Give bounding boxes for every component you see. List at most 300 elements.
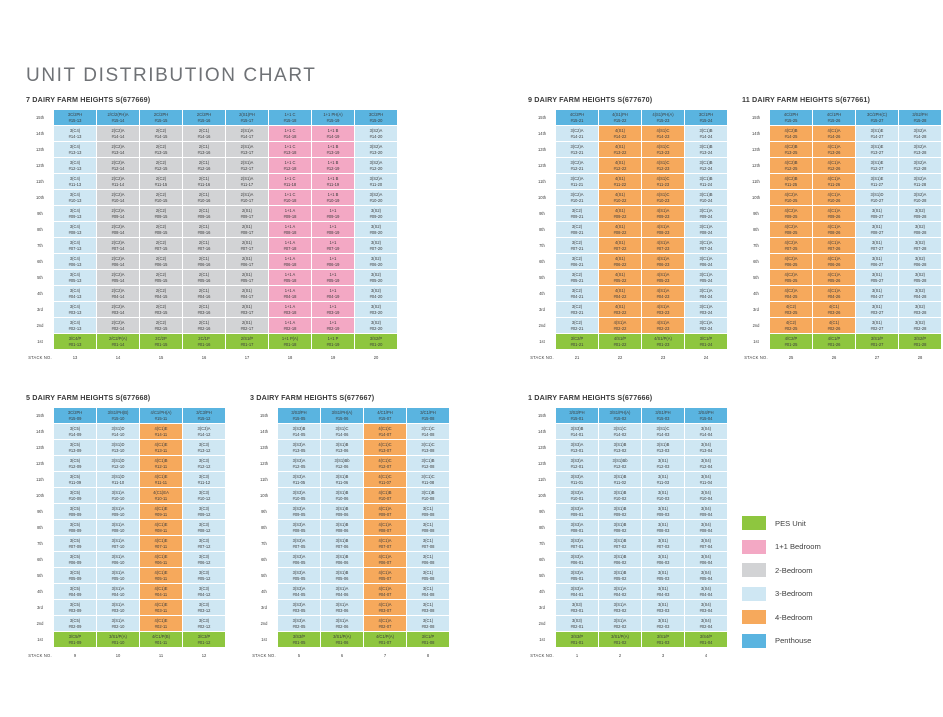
- unit-cell[interactable]: [899, 174, 942, 190]
- unit-cell[interactable]: [54, 632, 97, 648]
- unit-cell[interactable]: [278, 504, 321, 520]
- unit-cell[interactable]: [899, 222, 942, 238]
- unit-cell[interactable]: [599, 222, 642, 238]
- unit-cell[interactable]: [140, 408, 183, 424]
- unit-cell[interactable]: [599, 142, 642, 158]
- unit-cell[interactable]: [321, 472, 364, 488]
- unit-cell[interactable]: [278, 552, 321, 568]
- unit-cell[interactable]: [364, 488, 407, 504]
- unit-cell[interactable]: [97, 584, 140, 600]
- unit-cell[interactable]: [355, 270, 398, 286]
- unit-cell[interactable]: [642, 334, 685, 350]
- unit-cell[interactable]: [183, 110, 226, 126]
- unit-cell[interactable]: [140, 488, 183, 504]
- unit-cell[interactable]: [97, 174, 140, 190]
- unit-cell[interactable]: [685, 408, 728, 424]
- unit-cell[interactable]: [599, 286, 642, 302]
- unit-cell[interactable]: [321, 536, 364, 552]
- unit-cell[interactable]: [642, 238, 685, 254]
- unit-cell[interactable]: [183, 206, 226, 222]
- unit-cell[interactable]: [813, 286, 856, 302]
- unit-cell[interactable]: [269, 110, 312, 126]
- unit-cell[interactable]: [899, 142, 942, 158]
- unit-cell[interactable]: [642, 158, 685, 174]
- unit-cell[interactable]: [312, 318, 355, 334]
- unit-cell[interactable]: [183, 504, 226, 520]
- unit-cell[interactable]: [407, 584, 450, 600]
- unit-cell[interactable]: [856, 254, 899, 270]
- unit-cell[interactable]: [97, 158, 140, 174]
- unit-cell[interactable]: [642, 270, 685, 286]
- unit-cell[interactable]: [226, 238, 269, 254]
- unit-cell[interactable]: [685, 632, 728, 648]
- unit-cell[interactable]: [312, 174, 355, 190]
- unit-cell[interactable]: [355, 174, 398, 190]
- unit-cell[interactable]: [556, 568, 599, 584]
- unit-cell[interactable]: [312, 238, 355, 254]
- unit-cell[interactable]: [685, 318, 728, 334]
- unit-cell[interactable]: [54, 190, 97, 206]
- unit-cell[interactable]: [899, 158, 942, 174]
- unit-cell[interactable]: [54, 568, 97, 584]
- unit-cell[interactable]: [770, 174, 813, 190]
- unit-cell[interactable]: [278, 472, 321, 488]
- unit-cell[interactable]: [556, 318, 599, 334]
- unit-cell[interactable]: [140, 206, 183, 222]
- unit-cell[interactable]: [642, 286, 685, 302]
- unit-cell[interactable]: [856, 142, 899, 158]
- unit-cell[interactable]: [97, 334, 140, 350]
- unit-cell[interactable]: [355, 302, 398, 318]
- unit-cell[interactable]: [556, 456, 599, 472]
- unit-cell[interactable]: [140, 190, 183, 206]
- unit-cell[interactable]: [556, 174, 599, 190]
- unit-cell[interactable]: [321, 600, 364, 616]
- unit-cell[interactable]: [364, 552, 407, 568]
- unit-cell[interactable]: [642, 408, 685, 424]
- unit-cell[interactable]: [813, 142, 856, 158]
- unit-cell[interactable]: [599, 584, 642, 600]
- unit-cell[interactable]: [183, 488, 226, 504]
- unit-cell[interactable]: [770, 318, 813, 334]
- unit-cell[interactable]: [355, 286, 398, 302]
- unit-cell[interactable]: [813, 222, 856, 238]
- unit-cell[interactable]: [364, 568, 407, 584]
- unit-cell[interactable]: [321, 520, 364, 536]
- unit-cell[interactable]: [599, 110, 642, 126]
- unit-cell[interactable]: [813, 174, 856, 190]
- unit-cell[interactable]: [685, 424, 728, 440]
- unit-cell[interactable]: [54, 488, 97, 504]
- unit-cell[interactable]: [226, 334, 269, 350]
- unit-cell[interactable]: [813, 110, 856, 126]
- unit-cell[interactable]: [183, 238, 226, 254]
- unit-cell[interactable]: [355, 126, 398, 142]
- unit-cell[interactable]: [599, 206, 642, 222]
- unit-cell[interactable]: [813, 318, 856, 334]
- unit-cell[interactable]: [899, 334, 942, 350]
- unit-cell[interactable]: [642, 600, 685, 616]
- unit-cell[interactable]: [599, 126, 642, 142]
- unit-cell[interactable]: [599, 254, 642, 270]
- unit-cell[interactable]: [364, 632, 407, 648]
- unit-cell[interactable]: [54, 238, 97, 254]
- unit-cell[interactable]: [642, 504, 685, 520]
- unit-cell[interactable]: [97, 302, 140, 318]
- unit-cell[interactable]: [556, 190, 599, 206]
- unit-cell[interactable]: [856, 302, 899, 318]
- unit-cell[interactable]: [770, 110, 813, 126]
- unit-cell[interactable]: [226, 254, 269, 270]
- unit-cell[interactable]: [556, 142, 599, 158]
- unit-cell[interactable]: [140, 552, 183, 568]
- unit-cell[interactable]: [140, 568, 183, 584]
- unit-cell[interactable]: [407, 552, 450, 568]
- unit-cell[interactable]: [355, 238, 398, 254]
- unit-cell[interactable]: [642, 520, 685, 536]
- unit-cell[interactable]: [54, 552, 97, 568]
- unit-cell[interactable]: [97, 254, 140, 270]
- unit-cell[interactable]: [685, 520, 728, 536]
- unit-cell[interactable]: [226, 142, 269, 158]
- unit-cell[interactable]: [599, 456, 642, 472]
- unit-cell[interactable]: [140, 302, 183, 318]
- unit-cell[interactable]: [856, 270, 899, 286]
- unit-cell[interactable]: [183, 536, 226, 552]
- unit-cell[interactable]: [183, 616, 226, 632]
- unit-cell[interactable]: [685, 504, 728, 520]
- unit-cell[interactable]: [813, 254, 856, 270]
- unit-cell[interactable]: [556, 616, 599, 632]
- unit-cell[interactable]: [642, 142, 685, 158]
- unit-cell[interactable]: [183, 158, 226, 174]
- unit-cell[interactable]: [97, 238, 140, 254]
- unit-cell[interactable]: [599, 158, 642, 174]
- unit-cell[interactable]: [407, 600, 450, 616]
- unit-cell[interactable]: [556, 334, 599, 350]
- unit-cell[interactable]: [140, 270, 183, 286]
- unit-cell[interactable]: [899, 110, 942, 126]
- unit-cell[interactable]: [97, 520, 140, 536]
- unit-cell[interactable]: [556, 126, 599, 142]
- unit-cell[interactable]: [355, 318, 398, 334]
- unit-cell[interactable]: [226, 206, 269, 222]
- unit-cell[interactable]: [278, 536, 321, 552]
- unit-cell[interactable]: [140, 616, 183, 632]
- unit-cell[interactable]: [183, 584, 226, 600]
- unit-cell[interactable]: [54, 456, 97, 472]
- unit-cell[interactable]: [770, 158, 813, 174]
- unit-cell[interactable]: [364, 424, 407, 440]
- unit-cell[interactable]: [140, 110, 183, 126]
- unit-cell[interactable]: [813, 158, 856, 174]
- unit-cell[interactable]: [556, 584, 599, 600]
- unit-cell[interactable]: [312, 142, 355, 158]
- unit-cell[interactable]: [97, 222, 140, 238]
- unit-cell[interactable]: [642, 206, 685, 222]
- unit-cell[interactable]: [642, 552, 685, 568]
- unit-cell[interactable]: [556, 504, 599, 520]
- unit-cell[interactable]: [321, 424, 364, 440]
- unit-cell[interactable]: [813, 126, 856, 142]
- unit-cell[interactable]: [54, 536, 97, 552]
- unit-cell[interactable]: [364, 584, 407, 600]
- unit-cell[interactable]: [278, 424, 321, 440]
- unit-cell[interactable]: [899, 238, 942, 254]
- unit-cell[interactable]: [54, 254, 97, 270]
- unit-cell[interactable]: [770, 254, 813, 270]
- unit-cell[interactable]: [599, 616, 642, 632]
- unit-cell[interactable]: [355, 190, 398, 206]
- unit-cell[interactable]: [770, 334, 813, 350]
- unit-cell[interactable]: [97, 206, 140, 222]
- unit-cell[interactable]: [97, 616, 140, 632]
- unit-cell[interactable]: [269, 238, 312, 254]
- unit-cell[interactable]: [140, 254, 183, 270]
- unit-cell[interactable]: [54, 334, 97, 350]
- unit-cell[interactable]: [183, 408, 226, 424]
- unit-cell[interactable]: [321, 616, 364, 632]
- unit-cell[interactable]: [856, 286, 899, 302]
- unit-cell[interactable]: [642, 126, 685, 142]
- unit-cell[interactable]: [685, 600, 728, 616]
- unit-cell[interactable]: [54, 286, 97, 302]
- unit-cell[interactable]: [140, 600, 183, 616]
- unit-cell[interactable]: [685, 552, 728, 568]
- unit-cell[interactable]: [599, 238, 642, 254]
- unit-cell[interactable]: [599, 520, 642, 536]
- unit-cell[interactable]: [856, 174, 899, 190]
- unit-cell[interactable]: [407, 472, 450, 488]
- unit-cell[interactable]: [97, 408, 140, 424]
- unit-cell[interactable]: [226, 270, 269, 286]
- unit-cell[interactable]: [312, 190, 355, 206]
- unit-cell[interactable]: [312, 302, 355, 318]
- unit-cell[interactable]: [599, 488, 642, 504]
- unit-cell[interactable]: [278, 408, 321, 424]
- unit-cell[interactable]: [183, 600, 226, 616]
- unit-cell[interactable]: [54, 270, 97, 286]
- unit-cell[interactable]: [278, 568, 321, 584]
- unit-cell[interactable]: [140, 584, 183, 600]
- unit-cell[interactable]: [97, 126, 140, 142]
- unit-cell[interactable]: [599, 174, 642, 190]
- unit-cell[interactable]: [770, 302, 813, 318]
- unit-cell[interactable]: [813, 190, 856, 206]
- unit-cell[interactable]: [642, 318, 685, 334]
- unit-cell[interactable]: [183, 632, 226, 648]
- unit-cell[interactable]: [54, 302, 97, 318]
- unit-cell[interactable]: [642, 222, 685, 238]
- unit-cell[interactable]: [813, 270, 856, 286]
- unit-cell[interactable]: [140, 504, 183, 520]
- unit-cell[interactable]: [556, 238, 599, 254]
- unit-cell[interactable]: [269, 334, 312, 350]
- unit-cell[interactable]: [226, 318, 269, 334]
- unit-cell[interactable]: [183, 424, 226, 440]
- unit-cell[interactable]: [97, 270, 140, 286]
- unit-cell[interactable]: [770, 286, 813, 302]
- unit-cell[interactable]: [183, 270, 226, 286]
- unit-cell[interactable]: [54, 504, 97, 520]
- unit-cell[interactable]: [226, 222, 269, 238]
- unit-cell[interactable]: [54, 424, 97, 440]
- unit-cell[interactable]: [642, 174, 685, 190]
- unit-cell[interactable]: [364, 440, 407, 456]
- unit-cell[interactable]: [54, 408, 97, 424]
- unit-cell[interactable]: [140, 456, 183, 472]
- unit-cell[interactable]: [899, 286, 942, 302]
- unit-cell[interactable]: [856, 126, 899, 142]
- unit-cell[interactable]: [685, 440, 728, 456]
- unit-cell[interactable]: [140, 424, 183, 440]
- unit-cell[interactable]: [899, 190, 942, 206]
- unit-cell[interactable]: [685, 616, 728, 632]
- unit-cell[interactable]: [269, 318, 312, 334]
- unit-cell[interactable]: [140, 142, 183, 158]
- unit-cell[interactable]: [97, 472, 140, 488]
- unit-cell[interactable]: [685, 568, 728, 584]
- unit-cell[interactable]: [899, 270, 942, 286]
- unit-cell[interactable]: [54, 174, 97, 190]
- unit-cell[interactable]: [599, 318, 642, 334]
- unit-cell[interactable]: [556, 286, 599, 302]
- unit-cell[interactable]: [770, 190, 813, 206]
- unit-cell[interactable]: [54, 158, 97, 174]
- unit-cell[interactable]: [183, 456, 226, 472]
- unit-cell[interactable]: [856, 110, 899, 126]
- unit-cell[interactable]: [556, 254, 599, 270]
- unit-cell[interactable]: [364, 504, 407, 520]
- unit-cell[interactable]: [685, 456, 728, 472]
- unit-cell[interactable]: [856, 222, 899, 238]
- unit-cell[interactable]: [599, 440, 642, 456]
- unit-cell[interactable]: [226, 126, 269, 142]
- unit-cell[interactable]: [770, 270, 813, 286]
- unit-cell[interactable]: [556, 302, 599, 318]
- unit-cell[interactable]: [407, 424, 450, 440]
- unit-cell[interactable]: [321, 440, 364, 456]
- unit-cell[interactable]: [813, 302, 856, 318]
- unit-cell[interactable]: [140, 520, 183, 536]
- unit-cell[interactable]: [321, 552, 364, 568]
- unit-cell[interactable]: [97, 190, 140, 206]
- unit-cell[interactable]: [407, 440, 450, 456]
- unit-cell[interactable]: [183, 126, 226, 142]
- unit-cell[interactable]: [183, 174, 226, 190]
- unit-cell[interactable]: [599, 600, 642, 616]
- unit-cell[interactable]: [183, 318, 226, 334]
- unit-cell[interactable]: [899, 302, 942, 318]
- unit-cell[interactable]: [312, 334, 355, 350]
- unit-cell[interactable]: [278, 440, 321, 456]
- unit-cell[interactable]: [97, 318, 140, 334]
- unit-cell[interactable]: [770, 222, 813, 238]
- unit-cell[interactable]: [97, 456, 140, 472]
- unit-cell[interactable]: [355, 206, 398, 222]
- unit-cell[interactable]: [226, 302, 269, 318]
- unit-cell[interactable]: [312, 286, 355, 302]
- unit-cell[interactable]: [321, 488, 364, 504]
- unit-cell[interactable]: [685, 536, 728, 552]
- unit-cell[interactable]: [556, 600, 599, 616]
- unit-cell[interactable]: [278, 456, 321, 472]
- unit-cell[interactable]: [407, 408, 450, 424]
- unit-cell[interactable]: [364, 536, 407, 552]
- unit-cell[interactable]: [856, 206, 899, 222]
- unit-cell[interactable]: [321, 504, 364, 520]
- unit-cell[interactable]: [278, 616, 321, 632]
- unit-cell[interactable]: [269, 126, 312, 142]
- unit-cell[interactable]: [140, 286, 183, 302]
- unit-cell[interactable]: [556, 206, 599, 222]
- unit-cell[interactable]: [97, 632, 140, 648]
- unit-cell[interactable]: [685, 142, 728, 158]
- unit-cell[interactable]: [140, 440, 183, 456]
- unit-cell[interactable]: [556, 408, 599, 424]
- unit-cell[interactable]: [770, 238, 813, 254]
- unit-cell[interactable]: [312, 222, 355, 238]
- unit-cell[interactable]: [140, 334, 183, 350]
- unit-cell[interactable]: [685, 270, 728, 286]
- unit-cell[interactable]: [813, 334, 856, 350]
- unit-cell[interactable]: [599, 270, 642, 286]
- unit-cell[interactable]: [54, 206, 97, 222]
- unit-cell[interactable]: [642, 424, 685, 440]
- unit-cell[interactable]: [183, 254, 226, 270]
- unit-cell[interactable]: [321, 632, 364, 648]
- unit-cell[interactable]: [642, 568, 685, 584]
- unit-cell[interactable]: [54, 318, 97, 334]
- unit-cell[interactable]: [556, 520, 599, 536]
- unit-cell[interactable]: [685, 488, 728, 504]
- unit-cell[interactable]: [140, 318, 183, 334]
- unit-cell[interactable]: [312, 158, 355, 174]
- unit-cell[interactable]: [556, 424, 599, 440]
- unit-cell[interactable]: [685, 334, 728, 350]
- unit-cell[interactable]: [97, 504, 140, 520]
- unit-cell[interactable]: [599, 568, 642, 584]
- unit-cell[interactable]: [97, 142, 140, 158]
- unit-cell[interactable]: [599, 504, 642, 520]
- unit-cell[interactable]: [685, 110, 728, 126]
- unit-cell[interactable]: [599, 552, 642, 568]
- unit-cell[interactable]: [364, 456, 407, 472]
- unit-cell[interactable]: [269, 142, 312, 158]
- unit-cell[interactable]: [642, 616, 685, 632]
- unit-cell[interactable]: [556, 536, 599, 552]
- unit-cell[interactable]: [642, 456, 685, 472]
- unit-cell[interactable]: [407, 456, 450, 472]
- unit-cell[interactable]: [556, 270, 599, 286]
- unit-cell[interactable]: [278, 632, 321, 648]
- unit-cell[interactable]: [856, 318, 899, 334]
- unit-cell[interactable]: [556, 222, 599, 238]
- unit-cell[interactable]: [97, 286, 140, 302]
- unit-cell[interactable]: [140, 126, 183, 142]
- unit-cell[interactable]: [407, 520, 450, 536]
- unit-cell[interactable]: [899, 126, 942, 142]
- unit-cell[interactable]: [54, 616, 97, 632]
- unit-cell[interactable]: [556, 632, 599, 648]
- unit-cell[interactable]: [770, 206, 813, 222]
- unit-cell[interactable]: [813, 238, 856, 254]
- unit-cell[interactable]: [183, 520, 226, 536]
- unit-cell[interactable]: [685, 158, 728, 174]
- unit-cell[interactable]: [599, 190, 642, 206]
- unit-cell[interactable]: [312, 270, 355, 286]
- unit-cell[interactable]: [355, 142, 398, 158]
